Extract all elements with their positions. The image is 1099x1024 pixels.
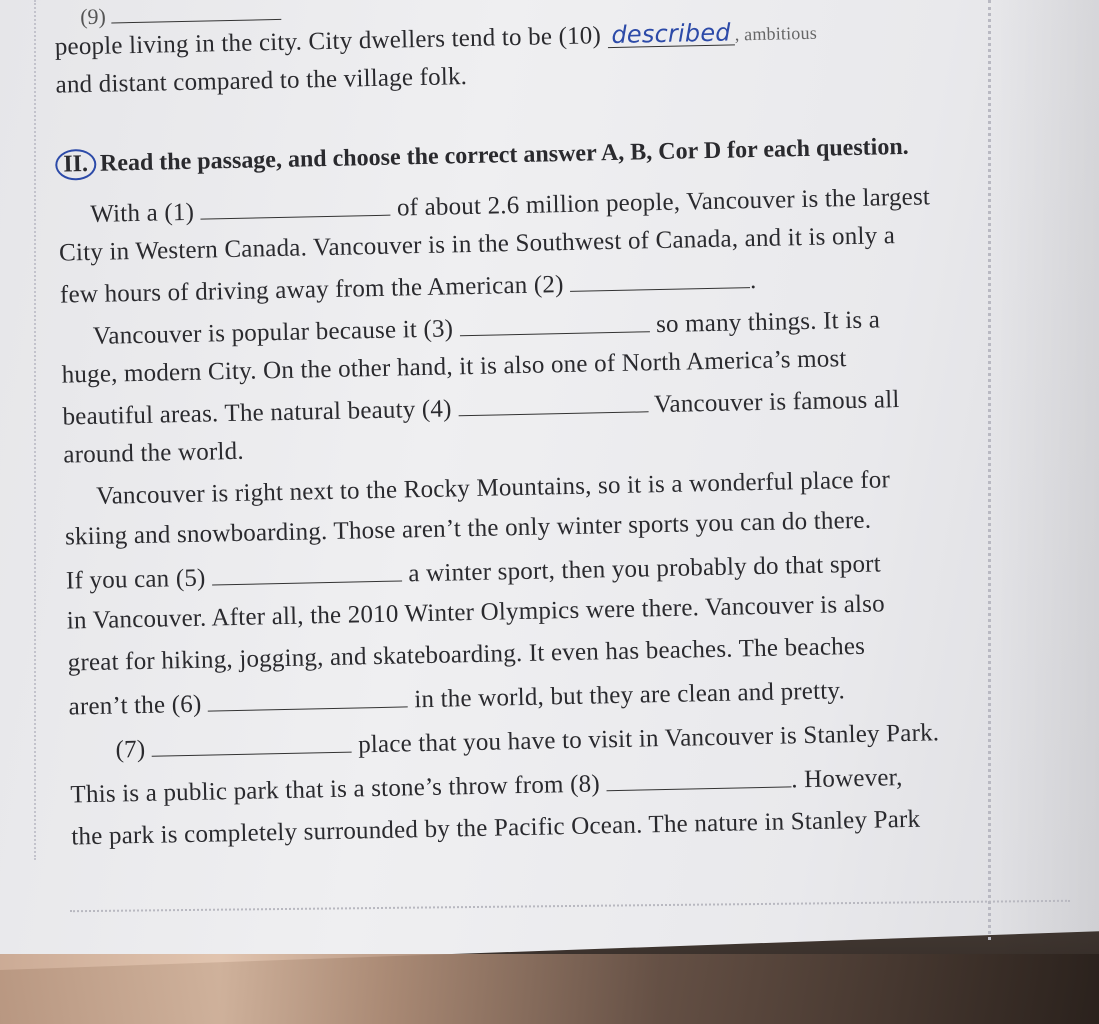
passage-text: place that you have to visit in Vancouver is Stanley Park. (357, 719, 940, 759)
hand-holding-page (0, 954, 1099, 1024)
passage-line-3 (60, 265, 757, 310)
passage-line-13 (68, 675, 845, 721)
passage-text: . (749, 267, 757, 295)
passage-line-1 (90, 181, 930, 229)
passage-text: City in Western Canada. Vancouver is in the Southwest of Canada, and it is only a (58, 222, 896, 267)
blank-6 (208, 684, 408, 711)
passage-text: the park is completely surrounded by the Pacific Ocean. The nature in Stanley Park (71, 805, 921, 851)
blank-2 (570, 265, 750, 292)
passage-text: aren’t the (6) (68, 690, 202, 721)
intro-line-1-end: , ambitious (734, 22, 818, 45)
blank-4 (458, 389, 648, 416)
handwritten-answer-10: described (607, 20, 735, 48)
intro-line-2-text: and distant compared to the village folk. (55, 63, 468, 99)
passage-text: If you can (5) (65, 564, 206, 595)
passage-line-11 (67, 590, 885, 635)
passage-text: . However, (790, 764, 903, 794)
passage-text: in Vancouver. After all, the 2010 Winter Olympics were there. Vancouver is also (66, 590, 886, 635)
passage-line-12 (67, 633, 865, 678)
section-heading (55, 132, 909, 181)
passage-text: of about 2.6 million people, Vancouver is the largest (396, 183, 931, 222)
passage-line-15 (70, 762, 903, 809)
passage-text: great for hiking, jogging, and skateboarding. It even has beaches. The beaches (67, 632, 866, 677)
passage-line-5 (61, 345, 846, 389)
intro-line-1-text: people living in the city. City dwellers tend to be (10) (54, 22, 602, 61)
passage-text: skiing and snowboarding. Those aren’t the only winter sports you can do there. (64, 506, 872, 551)
section-instruction: Read the passage, and choose the correct answer A, B, Cor D for each question. (99, 133, 909, 177)
blank-8 (606, 764, 791, 791)
passage-text: a winter sport, then you probably do that sport (408, 550, 882, 588)
passage-text: in the world, but they are clean and pretty. (414, 677, 846, 714)
passage-line-6 (62, 384, 900, 432)
passage-line-16 (71, 806, 920, 852)
passage-text: Vancouver is right next to the Rocky Mountains, so it is a wonderful place for (95, 466, 891, 510)
question-9-fragment (80, 0, 282, 30)
passage-line-14 (115, 717, 939, 764)
passage-text: beautiful areas. The natural beauty (4) (62, 395, 452, 431)
passage-line-8 (96, 466, 890, 511)
passage-text: few hours of driving away from the American (2) (59, 271, 564, 309)
passage-text: (7) (115, 735, 146, 764)
intro-line-2 (55, 63, 467, 100)
blank-9 (111, 0, 281, 23)
passage-text: This is a public park that is a stone’s throw from (8) (70, 770, 601, 809)
passage-text: Vancouver is famous all (653, 386, 900, 419)
blank-3 (459, 309, 649, 336)
passage-line-9 (65, 507, 872, 552)
passage-line-2 (59, 222, 895, 268)
passage-line-10 (66, 548, 881, 595)
passage-text: so many things. It is a (655, 306, 881, 339)
blank-5 (212, 558, 402, 585)
passage-line-4 (93, 304, 881, 350)
blank-7 (151, 730, 351, 757)
passage-text: With a (1) (90, 198, 195, 228)
question-9-number: (9) (79, 3, 107, 30)
passage-line-7 (63, 438, 244, 470)
section-number: II. (55, 149, 96, 181)
blank-1 (200, 193, 390, 220)
passage-text: huge, modern City. On the other hand, it is also one of North America’s most (61, 345, 847, 389)
passage-text: Vancouver is popular because it (3) (92, 315, 454, 350)
passage-text: around the world. (63, 437, 245, 469)
